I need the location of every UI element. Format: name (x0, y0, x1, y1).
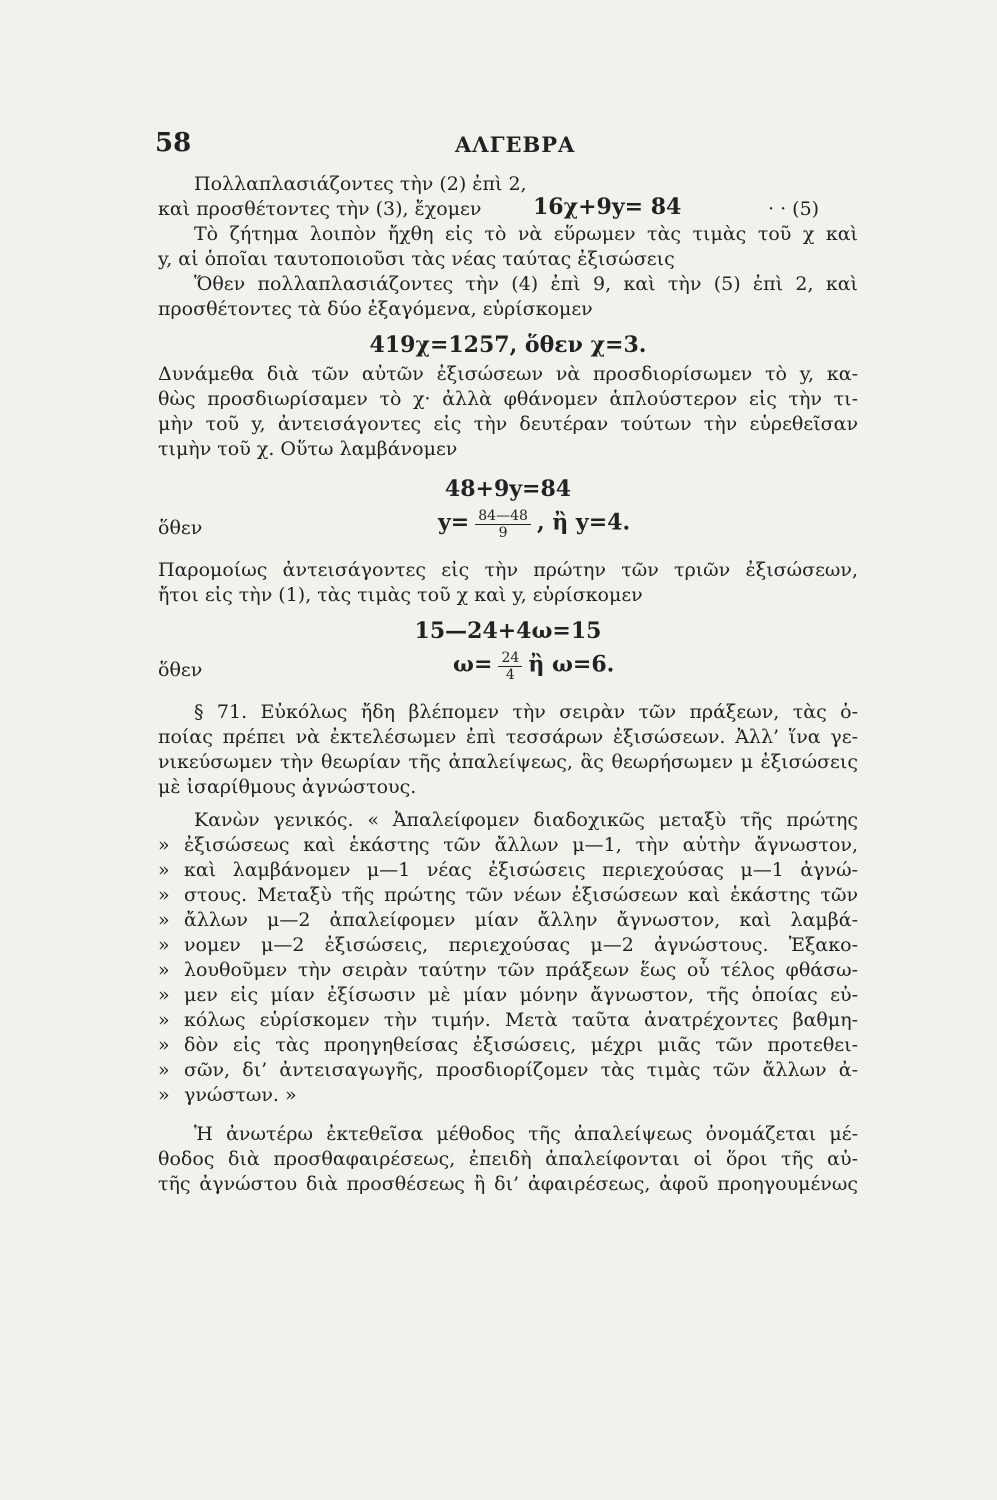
rule-text: λουθοῦμεν τὴν σειρὰν ταύτην τῶν πράξεων ἕως οὗ τέλος φθάσω- (184, 959, 858, 981)
equation-lhs: y= (438, 509, 470, 536)
rule-text: ἐξισώσεως καὶ ἑκάστης τῶν ἄλλων μ—1, τὴν αὐτὴν ἄγνωστον, (184, 834, 858, 856)
equation: 419χ=1257, ὅθεν χ=3. (369, 332, 647, 358)
rule-text: σῶν, δι’ ἀντεισαγωγῆς, προσδιορίζομεν τὰς τιμὰς τῶν ἄλλων ἀ- (184, 1059, 858, 1081)
quote-mark: » (158, 1009, 170, 1031)
text-line: ἤτοι εἰς τὴν (1), τὰς τιμὰς τοῦ χ καὶ y, εὑρίσκομεν (158, 584, 643, 606)
equation-row (158, 506, 858, 544)
text-line: Ἡ ἀνωτέρω ἐκτεθεῖσα μέθοδος τῆς ἀπαλείψεως ὀνομάζεται μέ- (194, 1123, 858, 1145)
rule-text: καὶ λαμβάνομεν μ—1 νέας ἐξισώσεις περιεχούσας μ—1 ἀγνώ- (184, 859, 858, 881)
equation-lhs: ω= (453, 651, 493, 678)
fraction-denominator: 4 (505, 667, 515, 683)
rule-text: νομεν μ—2 ἐξισώσεις, περιεχούσας μ—2 ἀγνώστους. Ἐξακο- (184, 934, 858, 956)
equation-label: ὅθεν (158, 517, 203, 539)
equation-row (158, 648, 858, 686)
fraction-numerator: 84—48 (475, 508, 531, 525)
rule-line (158, 933, 858, 958)
fraction-equation (453, 650, 614, 683)
running-title: ΑΛΓΕΒΡΑ (455, 132, 576, 157)
rule-line (158, 1058, 858, 1083)
rule-line (158, 883, 858, 908)
text-line: Δυνάμεθα διὰ τῶν αὐτῶν ἐξισώσεων νὰ προσδιορίσωμεν τὸ y, κα- (158, 363, 858, 385)
equation-label: ὅθεν (158, 659, 203, 681)
quote-mark: » (158, 1034, 170, 1056)
quote-mark: » (158, 859, 170, 881)
fraction-equation (438, 508, 630, 541)
text-line: θοδος διὰ προσθαφαιρέσεως, ἐπειδὴ ἀπαλείφονται οἱ ὅροι τῆς αὐ- (158, 1148, 858, 1170)
text-line: θὼς προσδιωρίσαμεν τὸ χ· ἀλλὰ φθάνομεν ἁπλούστερον εἰς τὴν τι- (158, 388, 858, 410)
rule-line (158, 983, 858, 1008)
text-line: προσθέτοντες τὰ δύο ἐξαγόμενα, εὑρίσκομεν (158, 298, 593, 320)
rule-line (158, 958, 858, 983)
text-line: τῆς ἀγνώστου διὰ προσθέσεως ἢ δι’ ἀφαιρέσεως, ἀφοῦ προηγουμένως (158, 1173, 858, 1195)
rule-line (158, 1033, 858, 1058)
fraction-numerator: 24 (498, 650, 522, 667)
quote-mark: » (158, 1084, 170, 1106)
quote-mark: » (158, 959, 170, 981)
equation-number: · · (5) (768, 198, 820, 220)
quote-mark: » (158, 1059, 170, 1081)
rule-text: γνώστων. » (184, 1084, 297, 1106)
equation: 48+9y=84 (444, 476, 572, 502)
text-line: Τὸ ζήτημα λοιπὸν ἤχθη εἰς τὸ νὰ εὕρωμεν τὰς τιμὰς τοῦ χ καὶ (194, 223, 858, 245)
equation-rest: ἢ ω=6. (528, 651, 615, 678)
text-line: νικεύσωμεν τὴν θεωρίαν τῆς ἀπαλείψεως, ἃς θεωρήσωμεν μ ἐξισώσεις (158, 751, 858, 773)
text-line: ποίας πρέπει νὰ ἐκτελέσωμεν ἐπὶ τεσσάρων ἐξισώσεων. Ἀλλ’ ἵνα γε- (158, 726, 858, 748)
quote-mark: » (158, 834, 170, 856)
section-heading-line: § 71. Εὐκόλως ἤδη βλέπομεν τὴν σειρὰν τῶν πράξεων, τὰς ὁ- (194, 701, 858, 723)
text-line: Ὅθεν πολλαπλασιάζοντες τὴν (4) ἐπὶ 9, καὶ τὴν (5) ἐπὶ 2, καὶ (194, 273, 858, 295)
text-line: μὴν τοῦ y, ἀντεισάγοντες εἰς τὴν δευτέραν τούτων τὴν εὑρεθεῖσαν (158, 413, 858, 435)
rule-line: Κανὼν γενικός. « Ἀπαλείφομεν διαδοχικῶς μεταξὺ τῆς πρώτης (194, 809, 858, 831)
rule-line (158, 833, 858, 858)
page-body (158, 172, 858, 1197)
page-header (155, 128, 855, 158)
rule-text: δὸν εἰς τὰς προηγηθείσας ἐξισώσεις, μέχρι μιᾶς τῶν προτεθει- (184, 1034, 858, 1056)
equation-line-5 (158, 194, 858, 222)
fraction-denominator: 9 (498, 525, 508, 541)
text-line: μὲ ἰσαρίθμους ἀγνώστους. (158, 776, 417, 798)
rule-text: μεν εἰς μίαν ἐξίσωσιν μὲ μίαν μόνην ἄγνωστον, τῆς ὁποίας εὐ- (184, 984, 858, 1006)
text-line: Παρομοίως ἀντεισάγοντες εἰς τὴν πρώτην τῶν τριῶν ἐξισώσεων, (158, 559, 858, 581)
equation-5: 16χ+9y= 84 (533, 194, 682, 220)
rule-line (158, 858, 858, 883)
page-number: 58 (155, 128, 192, 158)
text-line: Πολλαπλασιάζοντες τὴν (2) ἐπὶ 2, (194, 173, 527, 195)
rule-text: ἄλλων μ—2 ἀπαλείφομεν μίαν ἄλλην ἄγνωστον, καὶ λαμβά- (184, 909, 858, 931)
equation-rest: , ἢ y=4. (536, 509, 631, 536)
text-line: y, αἱ ὁποῖαι ταυτοποιοῦσι τὰς νέας ταύτας ἐξισώσεις (158, 248, 675, 270)
quote-mark: » (158, 884, 170, 906)
equation: 15—24+4ω=15 (414, 618, 602, 644)
fraction (475, 508, 531, 541)
text-fragment: καὶ προσθέτοντες τὴν (3), ἔχομεν (158, 198, 482, 220)
rule-line (158, 1008, 858, 1033)
rule-line (158, 1083, 858, 1108)
quote-mark: » (158, 984, 170, 1006)
rule-line (158, 908, 858, 933)
fraction (498, 650, 522, 683)
rule-text: κόλως εὑρίσκομεν τὴν τιμήν. Μετὰ ταῦτα ἀνατρέχοντες βαθμη- (184, 1009, 858, 1031)
quote-mark: » (158, 909, 170, 931)
rule-text: στους. Μεταξὺ τῆς πρώτης τῶν νέων ἐξισώσεων καὶ ἑκάστης τῶν (184, 884, 858, 906)
quote-mark: » (158, 934, 170, 956)
text-line: τιμὴν τοῦ χ. Οὕτω λαμβάνομεν (158, 438, 458, 460)
